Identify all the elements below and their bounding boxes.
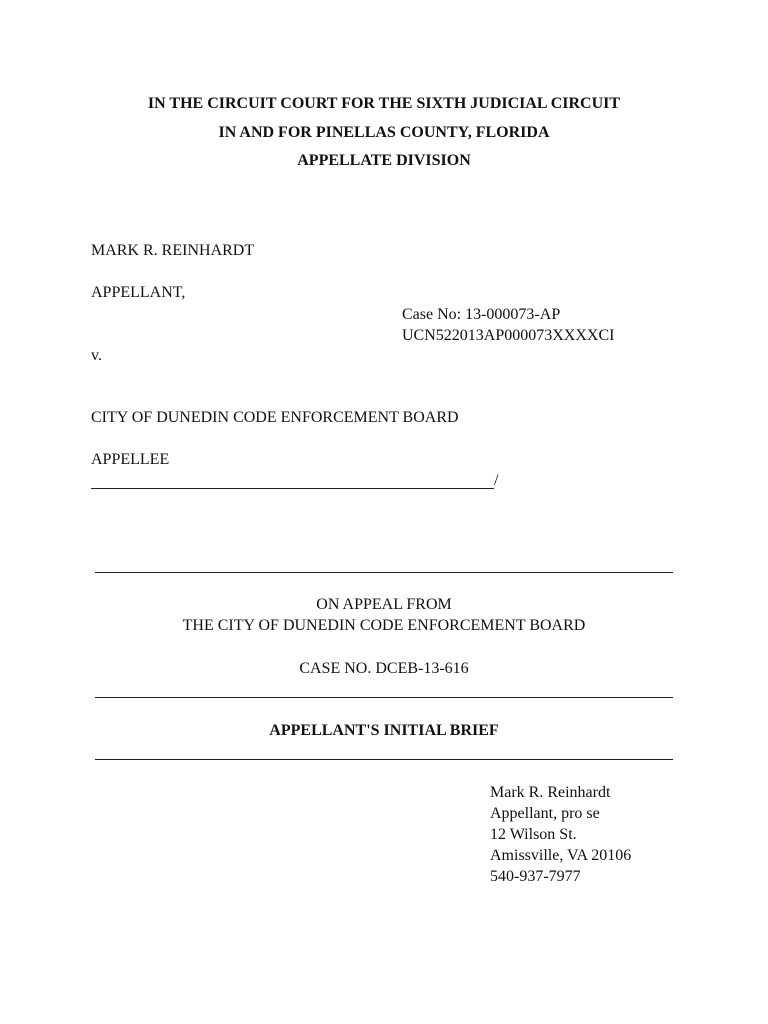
appellee-name: CITY OF DUNEDIN CODE ENFORCEMENT BOARD	[91, 409, 459, 426]
court-heading-line1: IN THE CIRCUIT COURT FOR THE SIXTH JUDICIAL CIRCUIT	[147, 95, 621, 112]
appellee-label: APPELLEE	[91, 451, 170, 468]
ucn-number: UCN522013AP000073XXXXCI	[402, 327, 615, 344]
caption-underline	[91, 488, 494, 489]
signature-role: Appellant, pro se	[490, 805, 600, 822]
divider-rule-middle	[95, 697, 673, 698]
versus-label: v.	[91, 347, 102, 364]
signature-address-street: 12 Wilson St.	[490, 826, 577, 843]
divider-rule-top	[95, 572, 673, 573]
caption-slash: /	[494, 472, 499, 489]
appeal-from-line: ON APPEAL FROM	[316, 596, 452, 613]
brief-title: APPELLANT'S INITIAL BRIEF	[269, 722, 499, 739]
signature-phone: 540-937-7977	[490, 868, 581, 885]
divider-rule-bottom	[95, 759, 673, 760]
court-heading-line2: IN AND FOR PINELLAS COUNTY, FLORIDA	[218, 124, 550, 141]
case-number: Case No: 13-000073-AP	[402, 306, 561, 323]
appeal-board-line: THE CITY OF DUNEDIN CODE ENFORCEMENT BOARD	[182, 617, 586, 634]
signature-name: Mark R. Reinhardt	[490, 784, 611, 801]
signature-address-city: Amissville, VA 20106	[490, 847, 632, 864]
appellant-name: MARK R. REINHARDT	[91, 242, 255, 259]
appeal-case-number: CASE NO. DCEB-13-616	[299, 660, 469, 677]
court-heading-line3: APPELLATE DIVISION	[297, 152, 471, 169]
appellant-label: APPELLANT,	[91, 284, 186, 301]
